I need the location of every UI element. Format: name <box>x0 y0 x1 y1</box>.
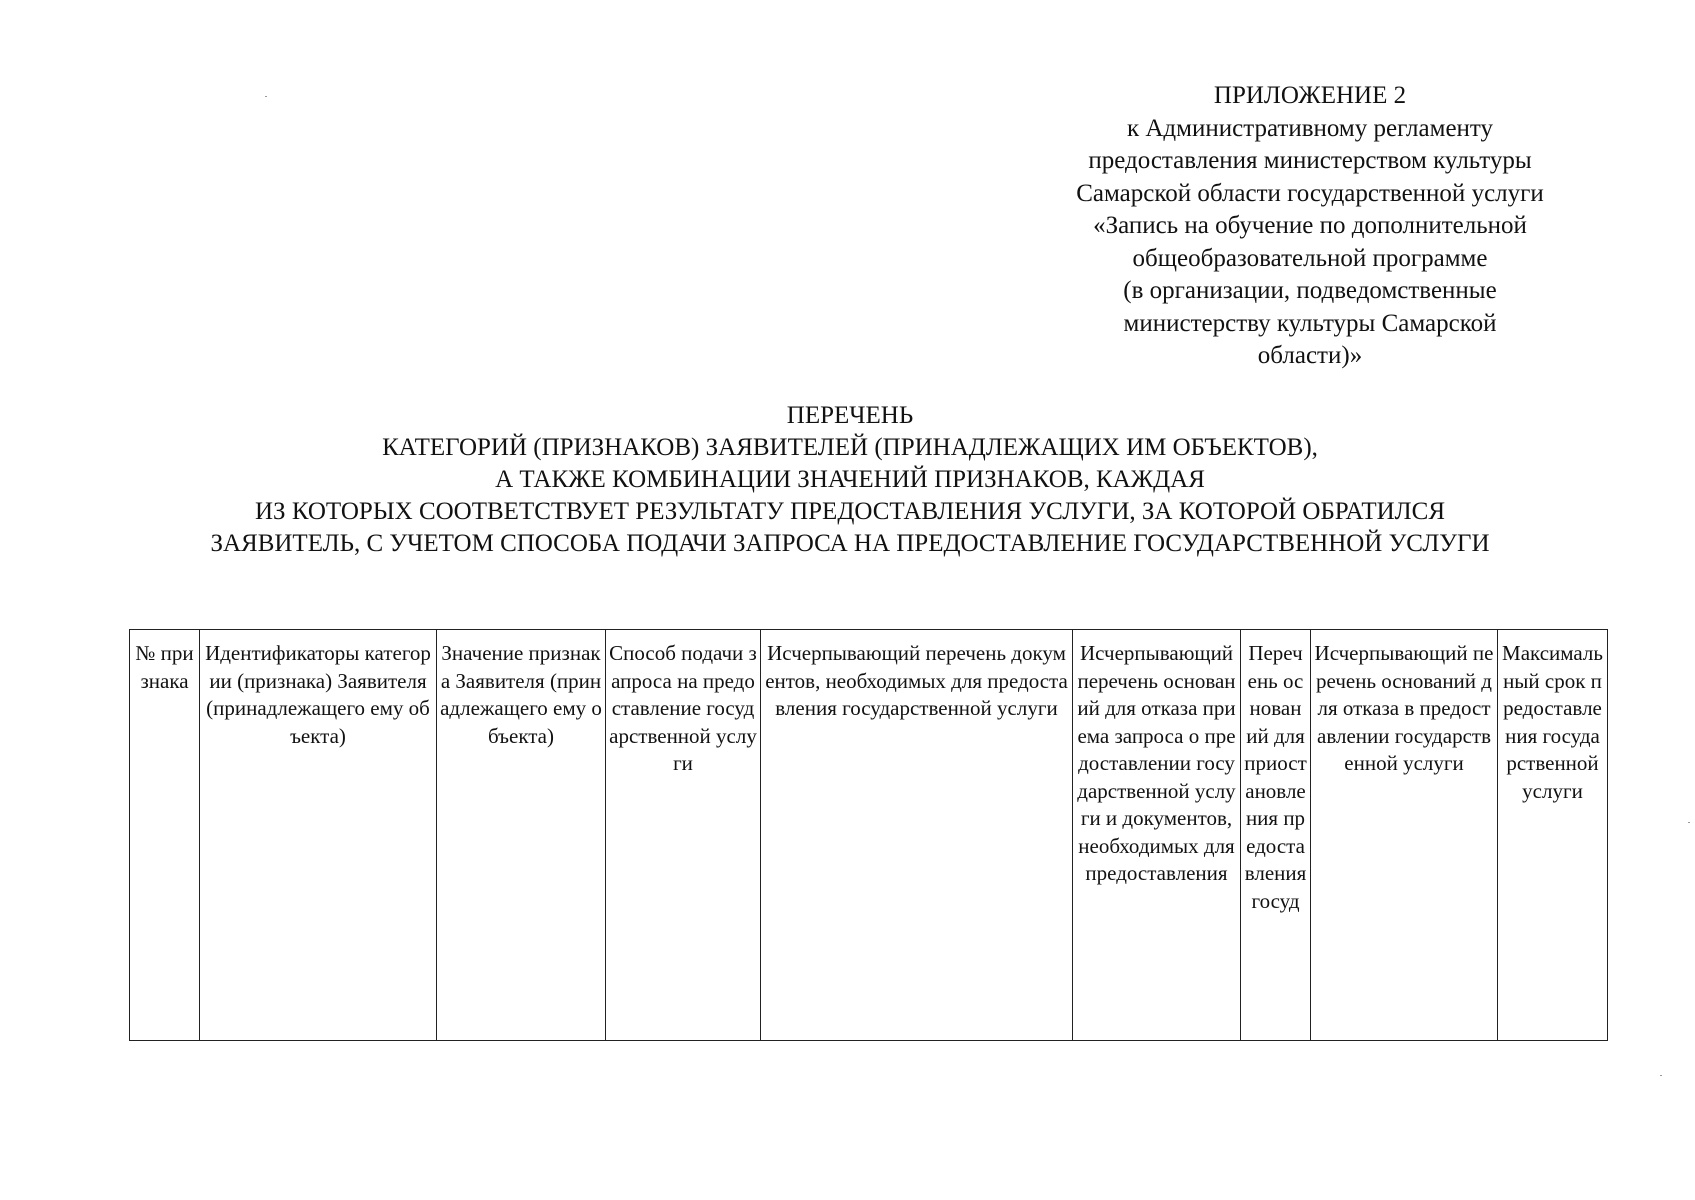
scan-speck <box>1688 822 1690 823</box>
appendix-line: Самарской области государственной услуги <box>1076 179 1544 207</box>
appendix-line: предоставления министерством культуры <box>1088 147 1532 174</box>
column-header-maximum-term: Максимальный срок предоставления государственной услуги <box>1498 630 1608 1041</box>
appendix-line: общеобразовательной программе <box>1132 244 1488 272</box>
column-header-category-identifiers: Идентификаторы категории (признака) Заявителя (принадлежащего ему объекта) <box>200 630 437 1041</box>
scan-speck <box>1660 1075 1662 1076</box>
appendix-line: области)» <box>1257 342 1363 369</box>
appendix-line: министерству культуры Самарской <box>1123 309 1497 337</box>
scan-speck <box>265 96 267 97</box>
appendix-line: ПРИЛОЖЕНИЕ 2 <box>1213 82 1407 109</box>
column-header-required-documents: Исчерпывающий перечень документов, необходимых для предоставления государственной услуги <box>761 630 1073 1041</box>
appendix-line: к Административному регламенту <box>1126 114 1494 142</box>
column-header-submission-method: Способ подачи запроса на предоставление государственной услуги <box>606 630 761 1041</box>
column-header-number: № признака <box>130 630 200 1041</box>
title-line: ЗАЯВИТЕЛЬ, С УЧЕТОМ СПОСОБА ПОДАЧИ ЗАПРОСА НА ПРЕДОСТАВЛЕНИЕ ГОСУДАРСТВЕННОЙ УСЛУГИ <box>210 530 1490 557</box>
title-line: КАТЕГОРИЙ (ПРИЗНАКОВ) ЗАЯВИТЕЛЕЙ (ПРИНАДЛЕЖАЩИХ ИМ ОБЪЕКТОВ), <box>382 434 1318 461</box>
table-header-row <box>130 630 1608 1041</box>
title-line: А ТАКЖЕ КОМБИНАЦИИ ЗНАЧЕНИЙ ПРИЗНАКОВ, КАЖДАЯ <box>495 466 1205 493</box>
appendix-line: «Запись на обучение по дополнительной <box>1093 212 1527 239</box>
appendix-block <box>1030 80 1590 373</box>
column-header-suspension-grounds: Перечень оснований для приостановления предоставления госуд <box>1241 630 1311 1041</box>
column-header-refusal-of-acceptance-grounds: Исчерпывающий перечень оснований для отказа приема запроса о предоставлении государственной услуги и документов, необходимых для предоставления <box>1073 630 1241 1041</box>
column-header-refusal-grounds: Исчерпывающий перечень оснований для отказа в предоставлении государственной услуги <box>1311 630 1498 1041</box>
title-line: ПЕРЕЧЕНЬ <box>786 402 914 429</box>
title-line: ИЗ КОТОРЫХ СООТВЕТСТВУЕТ РЕЗУЛЬТАТУ ПРЕДОСТАВЛЕНИЯ УСЛУГИ, ЗА КОТОРОЙ ОБРАТИЛСЯ <box>255 498 1445 525</box>
column-header-attribute-value: Значение признака Заявителя (принадлежащего ему объекта) <box>437 630 606 1041</box>
document-title <box>110 400 1590 560</box>
appendix-line: (в организации, подведомственные <box>1123 277 1497 304</box>
categories-table <box>129 629 1608 1041</box>
